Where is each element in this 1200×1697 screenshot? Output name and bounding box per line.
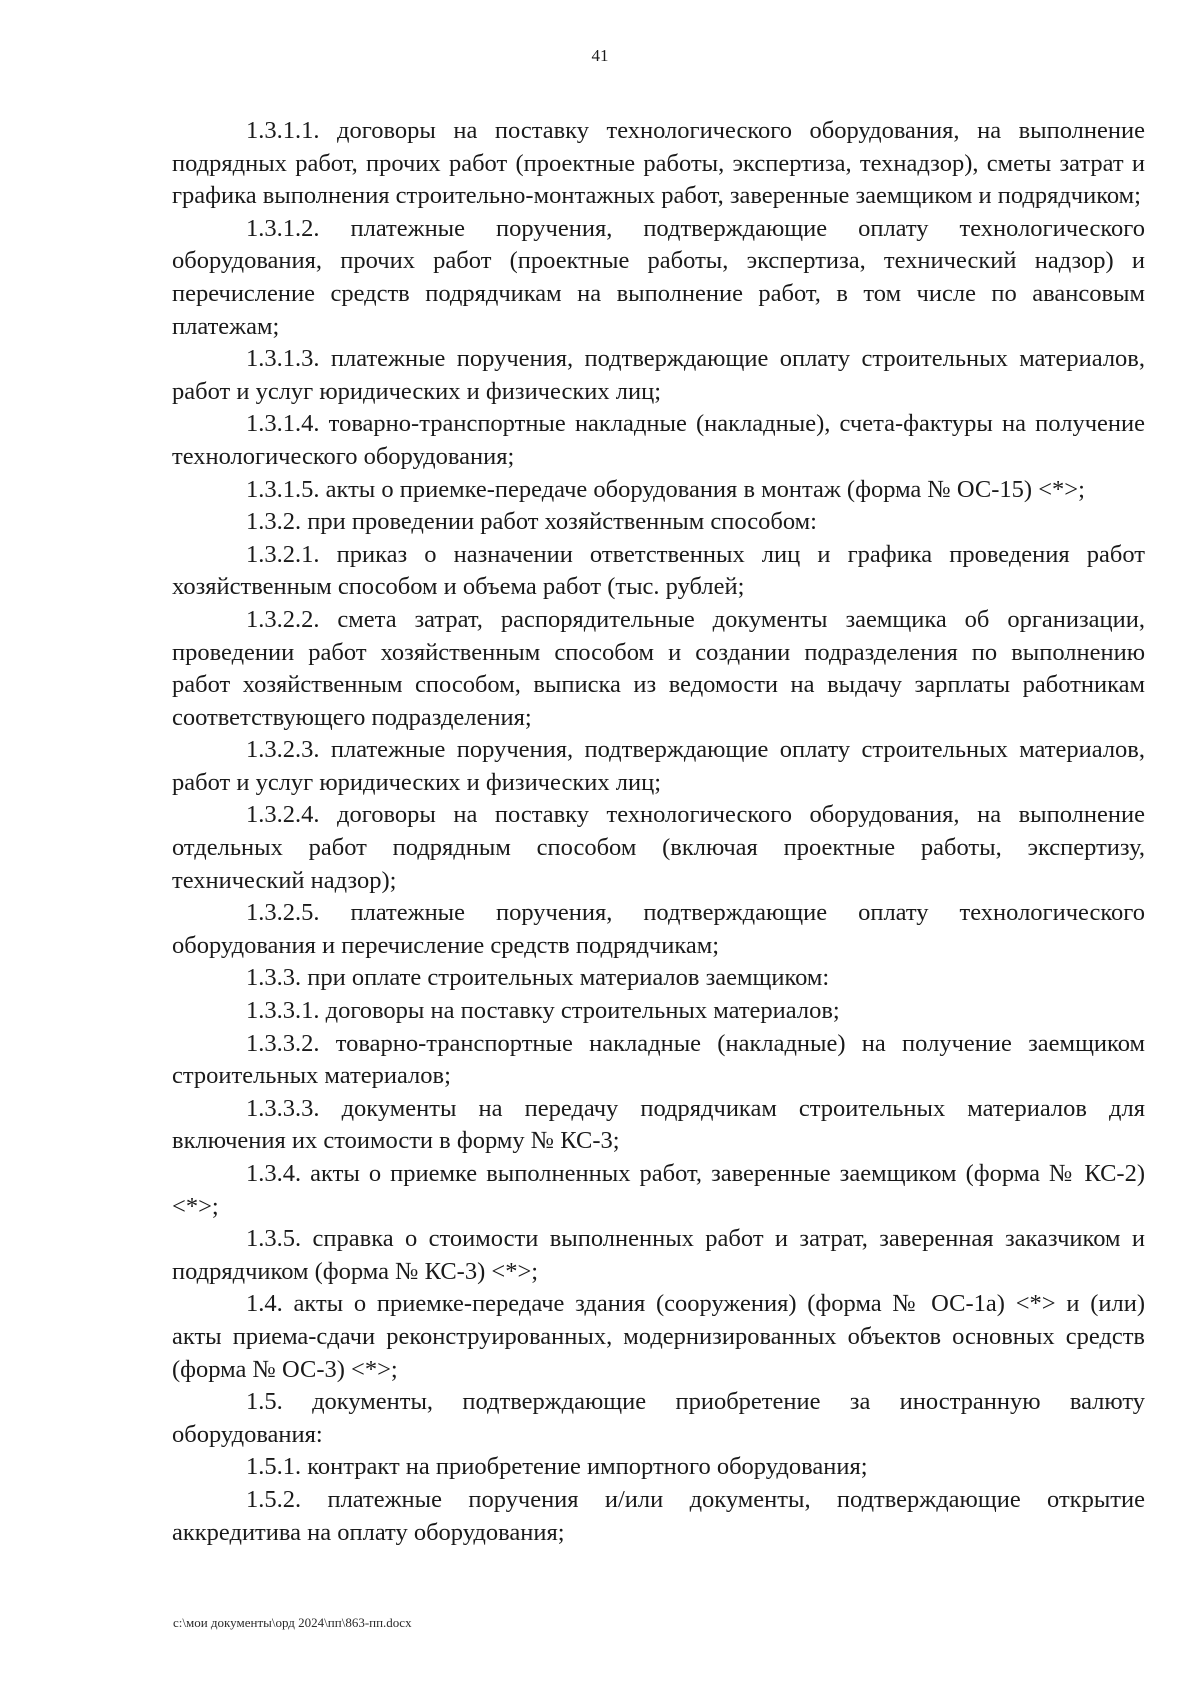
paragraph-1-3-2-1: 1.3.2.1. приказ о назначении ответственных лиц и графика проведения работ хозяйственным способом и объема работ (тыс. рублей; xyxy=(172,540,1145,601)
paragraph-1-3-1-4: 1.3.1.4. товарно-транспортные накладные (накладные), счета-фактуры на получение технологического оборудования; xyxy=(172,410,1145,470)
paragraph-1-3-3: 1.3.3. при оплате строительных материалов заемщиком: xyxy=(246,964,830,992)
paragraph-1-3-3-3: 1.3.3.3. документы на передачу подрядчикам строительных материалов для включения их стоимости в форму № КС-3; xyxy=(172,1094,1145,1155)
paragraph-1-3-2-5: 1.3.2.5. платежные поручения, подтверждающие оплату технологического оборудования и перечисление средств подрядчикам; xyxy=(172,899,1145,959)
paragraph-1-3-3-1: 1.3.3.1. договоры на поставку строительных материалов; xyxy=(246,997,840,1025)
paragraph-1-3-4: 1.3.4. акты о приемке выполненных работ, заверенные заемщиком (форма № КС-2) <*>; xyxy=(172,1160,1145,1220)
paragraph-1-3-3-2: 1.3.3.2. товарно-транспортные накладные (накладные) на получение заемщиком строительных материалов; xyxy=(172,1029,1145,1090)
paragraph-1-5-2: 1.5.2. платежные поручения и/или документы, подтверждающие открытие аккредитива на оплату оборудования; xyxy=(172,1485,1145,1546)
footer-file-path: c:\мои документы\орд 2024\пп\863-пп.docx xyxy=(173,1615,412,1630)
paragraph-1-5: 1.5. документы, подтверждающие приобретение за иностранную валюту оборудования: xyxy=(172,1388,1145,1448)
document-body xyxy=(172,115,1145,1549)
paragraph-1-3-2-4: 1.3.2.4. договоры на поставку технологического оборудования, на выполнение отдельных работ подрядным способом (включая проектные работы, экспертизу, технический надзор); xyxy=(172,801,1145,894)
paragraph-1-3-1-5: 1.3.1.5. акты о приемке-передаче оборудования в монтаж (форма № ОС-15) <*>; xyxy=(246,475,1085,503)
paragraph-1-3-5: 1.3.5. справка о стоимости выполненных работ и затрат, заверенная заказчиком и подрядчиком (форма № КС-3) <*>; xyxy=(172,1225,1145,1285)
paragraph-1-3-1-2: 1.3.1.2. платежные поручения, подтверждающие оплату технологического оборудования, прочих работ (проектные работы, экспертиза, технический надзор) и перечисление средств подрядчикам на выполнение работ, в том числе по авансовым платежам; xyxy=(172,214,1145,340)
paragraph-1-3-2: 1.3.2. при проведении работ хозяйственным способом: xyxy=(246,508,817,536)
paragraph-1-3-2-2: 1.3.2.2. смета затрат, распорядительные документы заемщика об организации, проведении работ хозяйственным способом и создании подразделения по выполнению работ хозяйственным способом, выписка из ведомости на выдачу зарплаты работникам соответствующего подразделения; xyxy=(172,605,1145,731)
page-number: 41 xyxy=(591,46,609,65)
paragraph-1-3-1-3: 1.3.1.3. платежные поручения, подтверждающие оплату строительных материалов, работ и услуг юридических и физических лиц; xyxy=(172,345,1145,405)
paragraph-1-4: 1.4. акты о приемке-передаче здания (сооружения) (форма № ОС-1а) <*> и (или) акты приема-сдачи реконструированных, модернизированных объектов основных средств (форма № ОС-3) <*>; xyxy=(172,1290,1145,1383)
paragraph-1-3-1-1: 1.3.1.1. договоры на поставку технологического оборудования, на выполнение подрядных работ, прочих работ (проектные работы, экспертиза, технадзор), сметы затрат и графика выполнения строительно-монтажных работ, заверенные заемщиком и подрядчиком; xyxy=(172,117,1145,210)
paragraph-1-3-2-3: 1.3.2.3. платежные поручения, подтверждающие оплату строительных материалов, работ и услуг юридических и физических лиц; xyxy=(172,736,1145,796)
paragraph-1-5-1: 1.5.1. контракт на приобретение импортного оборудования; xyxy=(246,1453,868,1481)
